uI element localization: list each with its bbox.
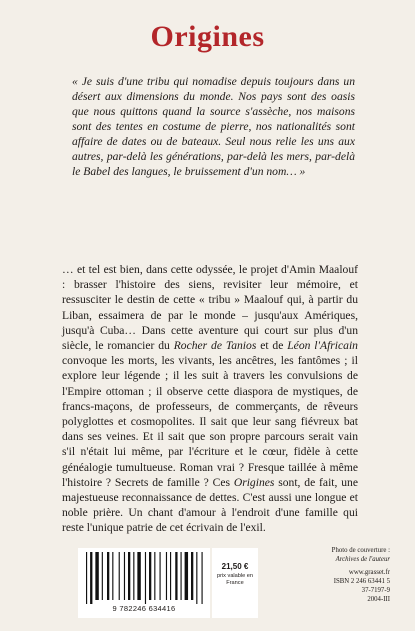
price-box [212, 548, 258, 618]
blurb-text-3: convoque les morts, les vivants, les ancêtres, les fantômes ; il explore leur légende ; il les suit à travers les convulsions de l'Empire ottoman ; il observe cette diaspora de mystiques, de francs-maçons, de professeurs, de commerçants, de rêveurs polyglottes et cosmopolites. Il sait que leur sang fiévreux bat dans ses veines. Et il sait que son propre parcours serait vain s'il n'était lui même, par l'écriture et le cœur, fidèle à cette généalogie tumultueuse. Roman vrai ? Fresque taillée à même l'histoire ? Secrets de famille ? Ces [62, 354, 358, 489]
back-cover-blurb [62, 262, 358, 536]
price: 21,50 € [221, 562, 249, 571]
catalog-code: 37-7197-9 [361, 587, 390, 594]
epigraph-quote: « Je suis d'une tribu qui nomadise depuis toujours dans un désert aux dimensions du monde. Nos pays sont des oasis que nous quittons quand la source s'assèche, nos maisons sont des tentes en costume de pierre, nos nationalités sont affaire de dates ou de bateaux. Seul nous relie les uns aux autres, par-delà les générations, par-delà les mers, par-delà le Babel des langues, le bruissement d'un nom… » [72, 75, 355, 178]
photo-credit-source: Archives de l'auteur [335, 556, 390, 563]
price-note: prix valable en France [216, 573, 254, 586]
publisher-website: www.grasset.fr [348, 569, 390, 576]
photo-credit-label: Photo de couverture : [331, 547, 390, 554]
blurb-text-4: sont, de fait, une majestueuse reconnaissance de dettes. C'est aussi une longue et noble prière. Un chant d'amour à l'endroit d'une famille qui reste l'unique patrie de cet écrivain de l'exil. [62, 475, 358, 535]
book-title-rocher: Rocher de Tanios [173, 339, 257, 353]
barcode-box [78, 548, 210, 618]
blurb-text-2: et de [256, 339, 288, 353]
book-title-leon: Léon l'Africain [287, 339, 358, 353]
book-title-origines: Origines [233, 475, 275, 489]
isbn: ISBN 2 246 63441 5 [333, 578, 390, 585]
book-title: Origines [150, 20, 265, 53]
barcode-digits: 9 782246 634416 [112, 604, 176, 613]
blurb-text-1: … et tel est bien, dans cette odyssée, le projet d'Amin Maalouf : brasser l'histoire des siens, revisiter leur mémoire, et ressusciter le destin de cette « tribu » Maalouf qui, à partir du Liban, essaimera de par le monde – jusqu'aux Amériques, jusqu'à Cuba… Dans cette aventure qui court sur plus d'un siècle, le romancier du [62, 263, 358, 353]
barcode-icon [84, 552, 204, 604]
edition-code: 2004-III [367, 596, 390, 603]
credits-block [272, 546, 390, 604]
